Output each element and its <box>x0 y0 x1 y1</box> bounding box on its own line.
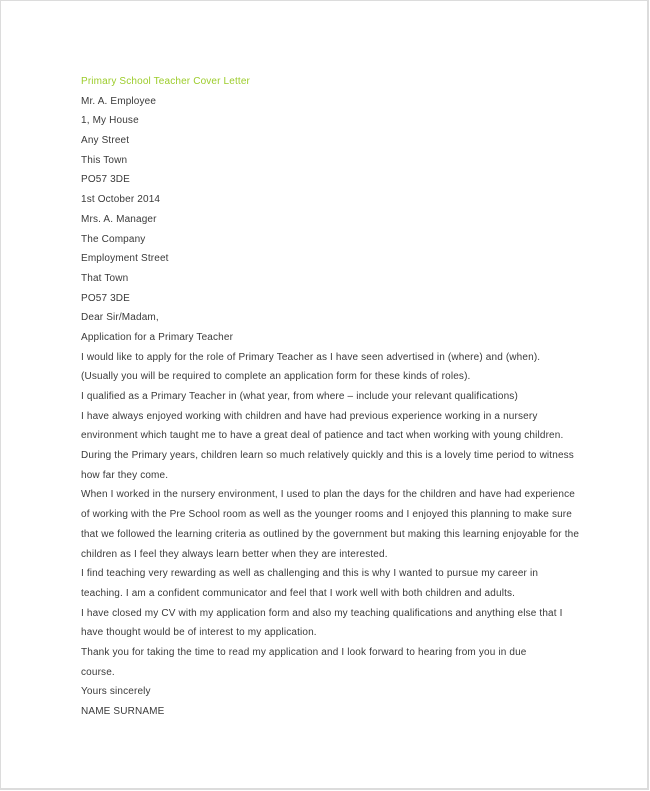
body-line: (Usually you will be required to complete an application form for these kinds of roles). <box>81 371 471 383</box>
cover-letter <box>81 72 581 722</box>
document-title: Primary School Teacher Cover Letter <box>81 76 251 87</box>
recipient-name: Mrs. A. Manager <box>81 213 157 225</box>
signature: NAME SURNAME <box>81 706 165 717</box>
sender-address-line1: 1, My House <box>81 115 139 127</box>
sender-postcode: PO57 3DE <box>81 174 131 186</box>
body-line: have thought would be of interest to my application. <box>81 627 317 639</box>
sender-name: Mr. A. Employee <box>81 95 157 107</box>
body-line: of working with the Pre School room as well as the younger rooms and I enjoyed this planning to make sure <box>81 509 573 521</box>
subject-line: Application for a Primary Teacher <box>81 331 234 343</box>
body-line: When I worked in the nursery environment, I used to plan the days for the children and have had experience <box>81 489 575 501</box>
recipient-town: That Town <box>81 272 129 284</box>
body-line: I have closed my CV with my application form and also my teaching qualifications and anything else that I <box>81 607 563 619</box>
body-line: teaching. I am a confident communicator and feel that I work well with both children and adults. <box>81 587 516 599</box>
body-line: children as I feel they always learn better when they are interested. <box>81 548 388 560</box>
recipient-postcode: PO57 3DE <box>81 292 131 304</box>
closing: Yours sincerely <box>81 686 151 698</box>
sender-town: This Town <box>81 154 128 166</box>
body-line: I have always enjoyed working with children and have had previous experience working in a nursery <box>81 410 538 422</box>
letter-date: 1st October 2014 <box>81 194 161 206</box>
body-line: course. <box>81 666 115 678</box>
body-line: that we followed the learning criteria as outlined by the government but making this learning enjoyable for the <box>81 528 580 540</box>
body-line: During the Primary years, children learn so much relatively quickly and this is a lovely time period to witness <box>81 450 574 462</box>
sender-address-line2: Any Street <box>81 135 130 147</box>
recipient-street: Employment Street <box>81 253 169 265</box>
body-line: environment which taught me to have a great deal of patience and tact when working with young children. <box>81 430 564 442</box>
body-line: how far they come. <box>81 469 169 481</box>
salutation: Dear Sir/Madam, <box>81 312 159 324</box>
body-line: I qualified as a Primary Teacher in (what year, from where – include your relevant qualifications) <box>81 391 518 402</box>
body-line: I find teaching very rewarding as well as challenging and this is why I wanted to pursue my career in <box>81 568 539 580</box>
body-line: Thank you for taking the time to read my application and I look forward to hearing from you in due <box>81 646 527 658</box>
body-line: I would like to apply for the role of Primary Teacher as I have seen advertised in (where) and (when). <box>81 351 541 363</box>
recipient-company: The Company <box>81 233 146 245</box>
